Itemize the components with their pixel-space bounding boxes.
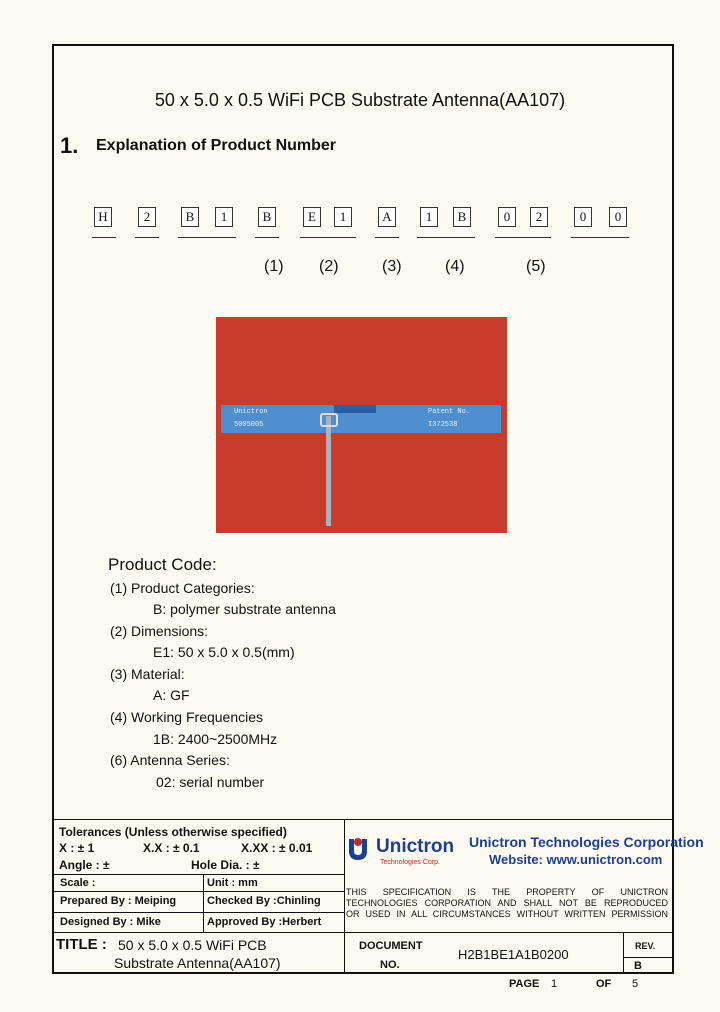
pn-char: 1: [334, 207, 352, 227]
document-no-label: NO.: [380, 959, 400, 971]
title-line1: 50 x 5.0 x 0.5 WiFi PCB: [118, 937, 267, 953]
angle: Angle : ±: [59, 858, 110, 872]
pn-char: 0: [498, 207, 516, 227]
hole-dia: Hole Dia. : ±: [191, 858, 260, 872]
document-title: 50 x 5.0 x 0.5 WiFi PCB Substrate Antenna(AA107): [154, 90, 566, 110]
pn-underline: [300, 237, 356, 238]
unictron-logo-icon: [346, 833, 370, 863]
scale: Scale :: [60, 877, 96, 889]
tb-line: [623, 932, 624, 974]
group-label: (5): [526, 258, 546, 275]
title-label: TITLE :: [56, 936, 107, 953]
pn-char: 0: [574, 207, 592, 227]
tolerances-heading: Tolerances (Unless otherwise specified): [59, 825, 287, 839]
product-code-heading: Product Code:: [108, 555, 217, 574]
code-line: 02: serial number: [156, 774, 265, 790]
tb-line: [52, 932, 674, 933]
page-label: PAGE: [509, 978, 540, 990]
pn-underline: [417, 237, 475, 238]
code-line: 1B: 2400~2500MHz: [153, 731, 278, 747]
code-line: (4) Working Frequencies: [110, 709, 264, 725]
pn-char: E: [303, 207, 321, 227]
code-line: (3) Material:: [110, 666, 185, 682]
pn-char: 2: [138, 207, 156, 227]
pn-char: B: [453, 207, 471, 227]
radiator-strip: [334, 405, 376, 413]
photo-brand: Unictron: [234, 408, 268, 416]
group-label: (3): [382, 258, 402, 275]
pn-char: 1: [420, 207, 438, 227]
tb-line: [344, 932, 345, 974]
notice-line: OR USED IN ALL CIRCUMSTANCES WITHOUT WRITTEN PERMISSION: [346, 909, 668, 919]
pn-char: 0: [609, 207, 627, 227]
group-label: (1): [264, 258, 284, 275]
tol-xxx: X.XX : ± 0.01: [241, 841, 313, 855]
tb-line: [52, 891, 344, 892]
tb-line: [52, 912, 344, 913]
unit: Unit : mm: [207, 877, 258, 889]
coax-cable: [326, 416, 331, 526]
pn-underline: [375, 237, 399, 238]
pn-underline: [571, 237, 629, 238]
logo-sub: Technologies Corp.: [380, 859, 440, 866]
checked-by: Checked By :Chinling: [207, 895, 321, 907]
code-line: E1: 50 x 5.0 x 0.5(mm): [153, 644, 295, 660]
pn-char: A: [378, 207, 396, 227]
pn-underline: [255, 237, 279, 238]
pn-underline: [495, 237, 551, 238]
tol-xx: X.X : ± 0.1: [143, 841, 200, 855]
group-label: (4): [445, 258, 465, 275]
section-number: 1.: [60, 133, 79, 158]
total-pages: 5: [632, 978, 639, 990]
feed-point: [320, 413, 338, 427]
code-line: A: GF: [153, 687, 190, 703]
code-line: B: polymer substrate antenna: [153, 601, 336, 617]
tb-line: [344, 820, 345, 932]
pn-underline: [92, 237, 116, 238]
photo-model: 5005005: [234, 421, 264, 429]
approved-by: Approved By :Herbert: [207, 916, 322, 928]
tb-line: [203, 874, 204, 932]
group-label: (2): [319, 258, 339, 275]
pn-char: 1: [215, 207, 233, 227]
pn-char: H: [94, 207, 112, 227]
tb-line: [623, 957, 674, 958]
pn-char: B: [258, 207, 276, 227]
notice-line: TECHNOLOGIES CORPORATION AND SHALL NOT BE REPRODUCED: [346, 898, 668, 908]
company-name: Unictron Technologies Corporation: [469, 834, 704, 850]
pn-char: B: [181, 207, 199, 227]
of-label: OF: [596, 978, 612, 990]
company-website: Website: www.unictron.com: [489, 852, 663, 867]
title-line2: Substrate Antenna(AA107): [114, 955, 281, 971]
page-number: 1: [551, 978, 558, 990]
code-line: (6) Antenna Series:: [110, 752, 230, 768]
logo-text: Unictron: [376, 836, 455, 857]
tb-line: [52, 874, 344, 875]
photo-patent-label: Patent No.: [428, 408, 471, 416]
designed-by: Designed By : Mike: [60, 916, 161, 928]
notice-line: THIS SPECIFICATION IS THE PROPERTY OF UNICTRON: [346, 887, 668, 897]
section-title: Explanation of Product Number: [96, 137, 337, 154]
pn-char: 2: [530, 207, 548, 227]
code-line: (1) Product Categories:: [110, 580, 255, 596]
rev-label: REV.: [635, 941, 656, 951]
photo-patent-no: I372538: [428, 421, 458, 429]
revision: B: [634, 960, 642, 972]
document-number: H2B1BE1A1B0200: [458, 947, 569, 962]
prepared-by: Prepared By : Meiping: [60, 895, 177, 907]
pn-underline: [178, 237, 236, 238]
tol-x: X : ± 1: [59, 841, 95, 855]
tb-line: [52, 819, 674, 820]
pn-underline: [135, 237, 159, 238]
document-label: DOCUMENT: [359, 940, 423, 952]
antenna-photo: [216, 317, 507, 533]
code-line: (2) Dimensions:: [110, 623, 209, 639]
